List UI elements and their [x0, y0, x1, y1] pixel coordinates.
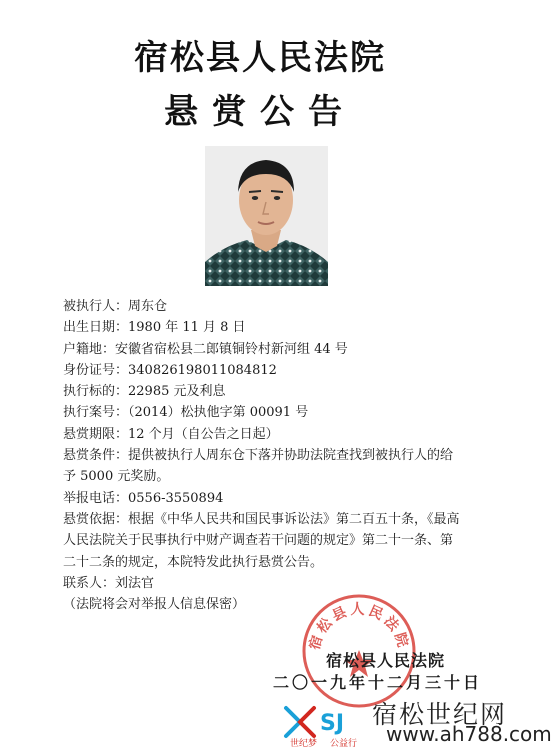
field-amount: 执行标的：22985 元及利息 [63, 384, 226, 400]
court-title: 宿松县人民法院 [134, 38, 386, 78]
field-domicile: 户籍地：安徽省宿松县二郎镇铜铃村新河组 44 号 [63, 341, 348, 357]
field-reward-period: 悬赏期限：12 个月（自公告之日起） [63, 426, 279, 442]
watermark-tag-left: 世纪梦 [290, 739, 318, 749]
watermark-logo-text: SJ [320, 711, 345, 736]
watermark-logo-icon [284, 702, 374, 738]
field-contact: 联系人：刘法官 [63, 575, 155, 591]
footer-court-name: 宿松县人民法院 [326, 651, 446, 670]
suspect-photo [205, 146, 328, 286]
field-case-number: 执行案号：（2014）松执他字第 00091 号 [63, 405, 309, 421]
field-reward-condition: 悬赏条件：提供被执行人周东仓下落并协助法院查找到被执行人的给予 5000 元奖励。 [63, 448, 454, 485]
watermark-tag-right: 公益行 [330, 739, 358, 749]
field-birth-date: 出生日期：1980 年 11 月 8 日 [63, 320, 246, 336]
field-legal-basis: 悬赏依据：根据《中华人民共和国民事诉讼法》第二百五十条，《最高人民法院关于民事执行中财产调查若干问题的规定》第二十一条、第二十二条的规定，本院特发此执行悬赏公告。 [63, 511, 460, 570]
footer-date: 二〇一九年十二月三十日 [273, 673, 483, 692]
notice-body [63, 296, 463, 615]
field-confidentiality: （法院将会对举报人信息保密） [63, 597, 246, 613]
watermark-url: www.ah788.com [386, 722, 552, 746]
field-debtor: 被执行人：周东仓 [63, 299, 168, 314]
field-id-number: 身份证号：340826198011084812 [63, 362, 277, 378]
field-report-phone: 举报电话：0556-3550894 [63, 490, 224, 506]
watermark-title: 宿松世纪网 [372, 700, 508, 729]
notice-title: 悬赏公告 [164, 92, 356, 132]
seal-text: 宿松县人民法院 [306, 602, 412, 652]
